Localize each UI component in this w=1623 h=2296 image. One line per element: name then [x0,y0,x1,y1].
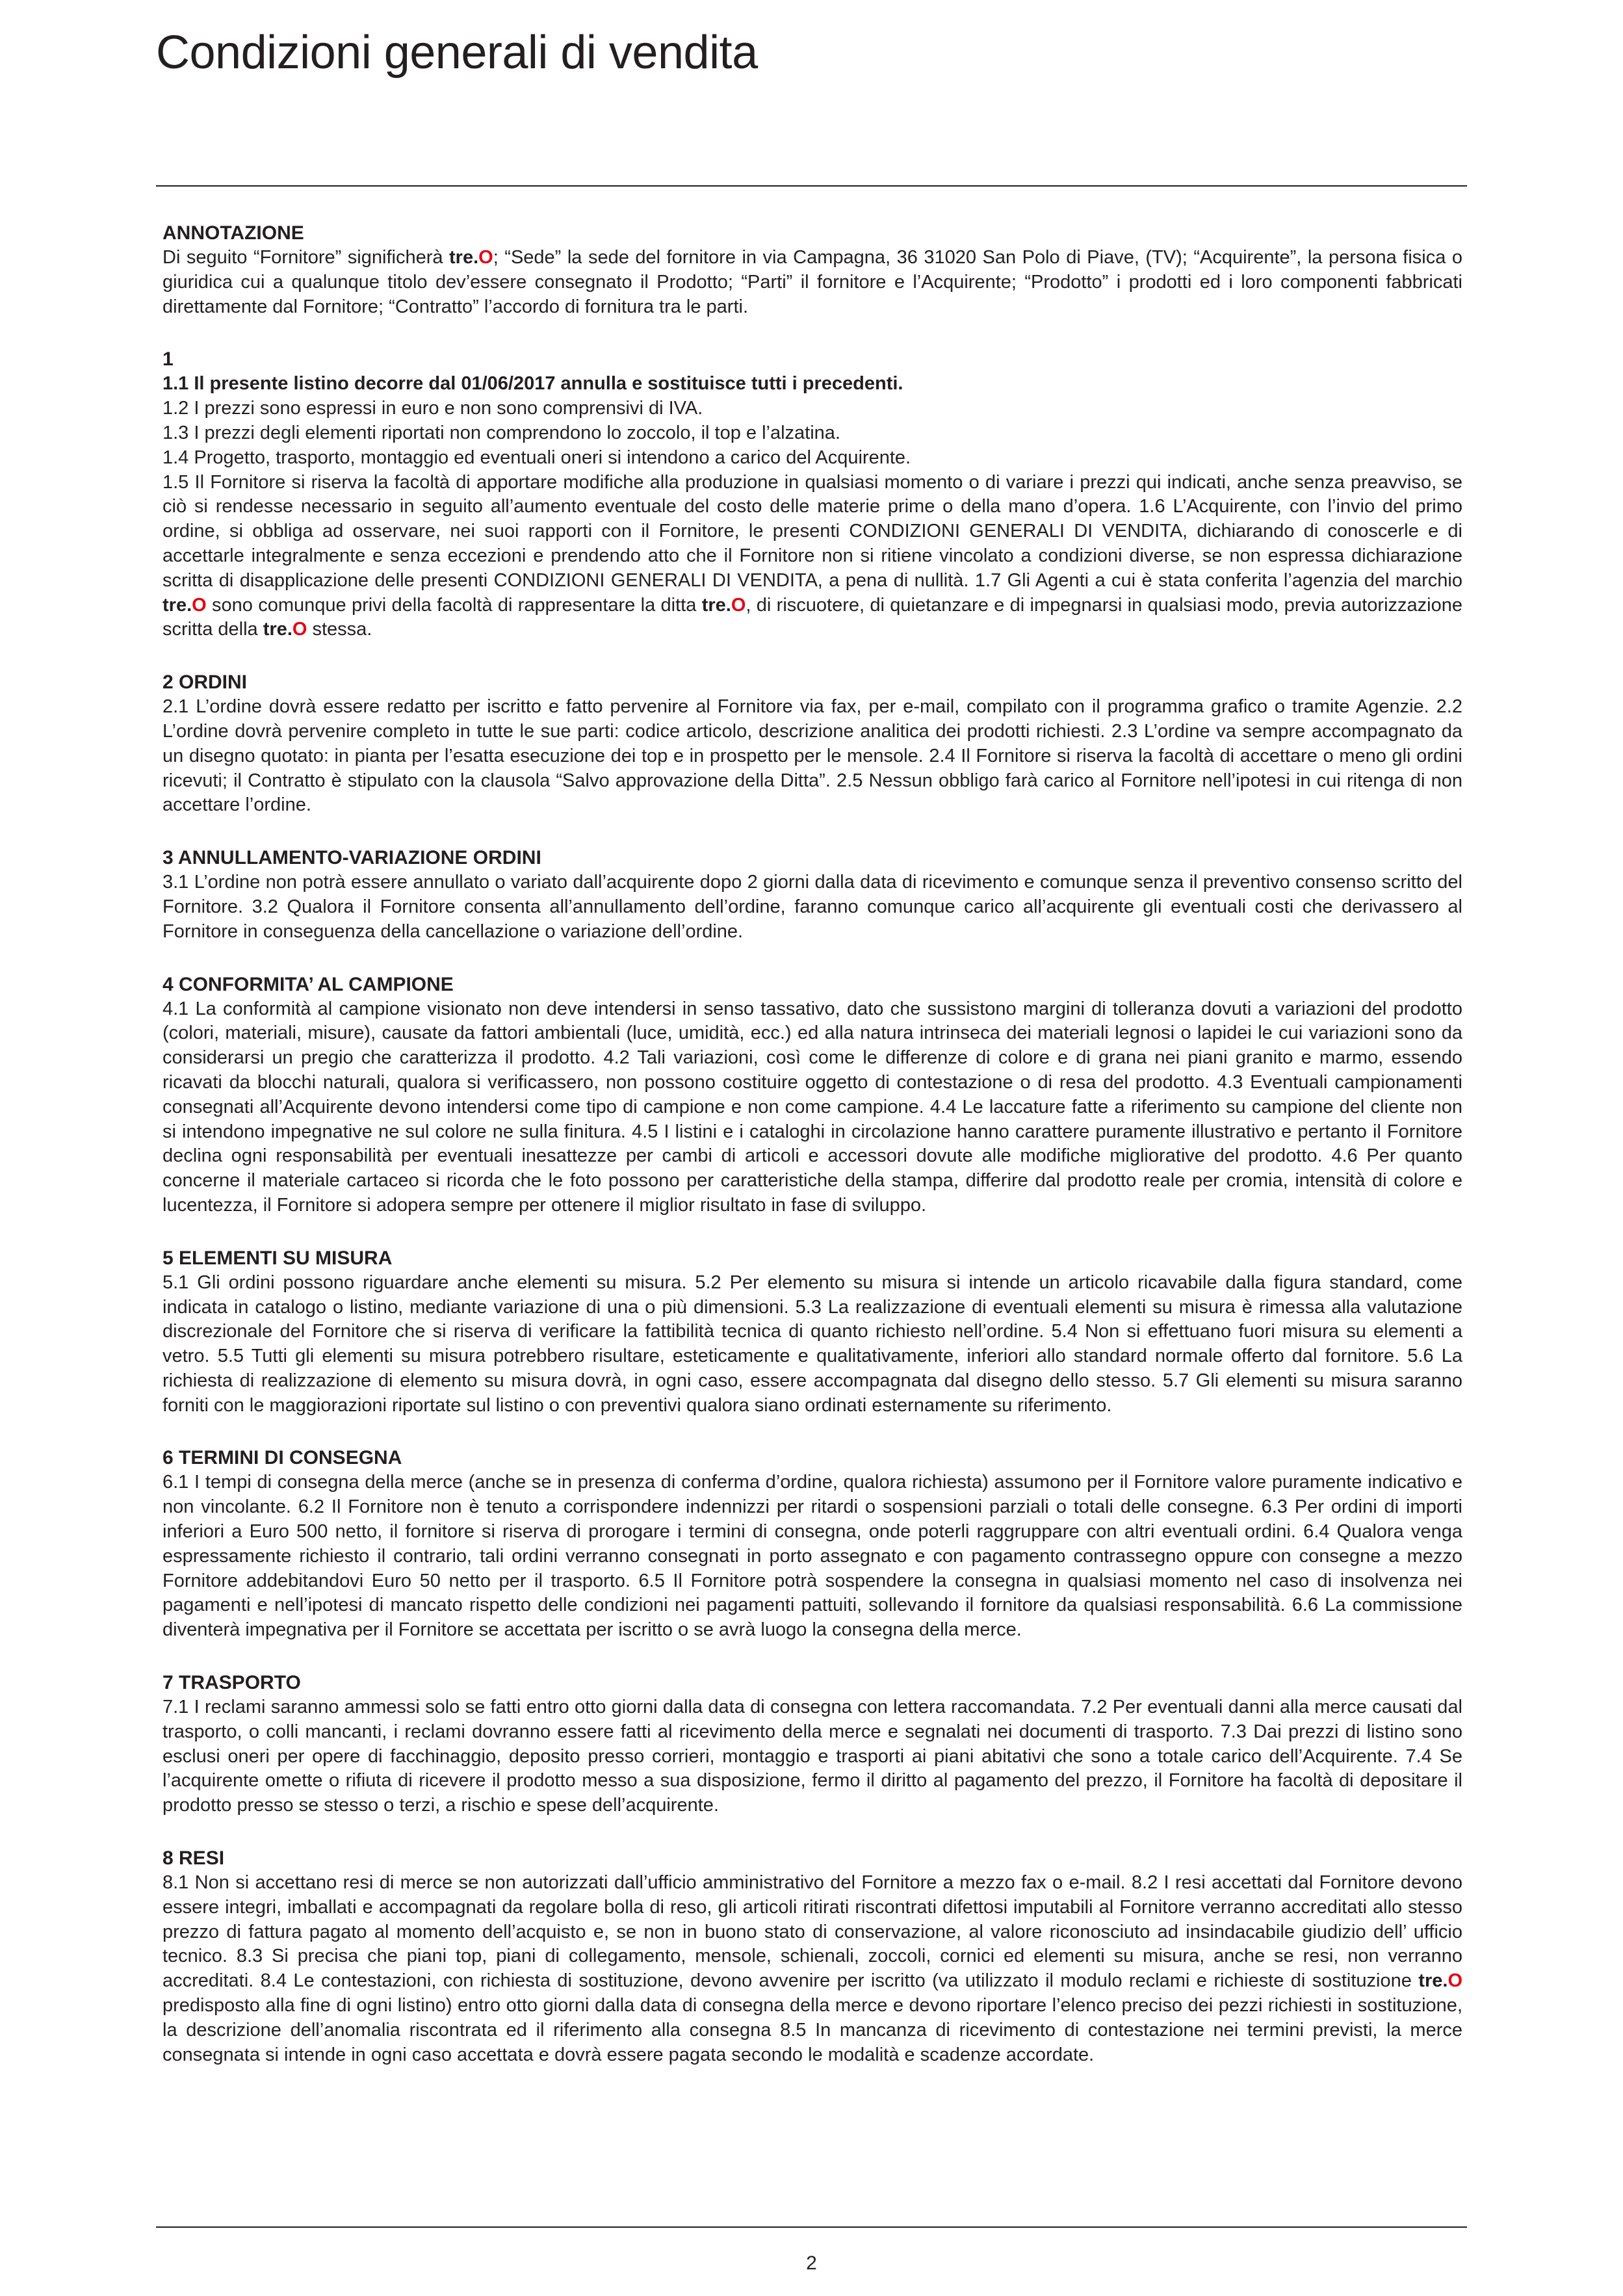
section-annotazione [162,221,1462,319]
section-heading: 5 ELEMENTI SU MISURA [162,1247,393,1269]
section-text: 6.1 I tempi di consegna della merce (anche se in presenza di conferma d’ordine, qualora richiesta) assumono per il Fornitore valore puramente indicativo e non vincolante. 6.2 Il Fornitore non è tenuto a corrispondere indennizzi per ritardi o sospensioni parziali o totali delle consegne. 6.3 Per ordini di importi inferiori a Euro 500 netto, il fornitore si riserva di prorogare i termini di consegna, onde poterli raggruppare con altri eventuali ordini. 6.4 Qualora venga espressamente richiesto il contrario, tali ordini verranno consegnati in porto assegnato e con pagamento contrassegno oppure con consegne a mezzo Fornitore addebitandovi Euro 50 netto per il trasporto. 6.5 Il Fornitore potrà sospendere la consegna in qualsiasi momento nel caso di insolvenza nei pagamenti e nell’ipotesi di mancato rispetto delle condizioni nei pagamenti pattuiti, sollevando il fornitore da qualsiasi responsabilità. 6.6 La commissione diventerà impegnativa per il Fornitore se accettata per iscritto o se avrà luogo la consegna della merce. [162,1472,1462,1641]
clause-1-3: 1.3 I prezzi degli elementi riportati non comprendono lo zoccolo, il top e l’alzatina. [162,422,840,443]
text-part: predisposto alla fine di ogni listino) entro otto giorni dalla data di consegna della merce e devono riportare l’elenco preciso dei pezzi richiesti in sostituzione, la descrizione dell’anomalia riscontrata ed il riferimento alla consegna 8.5 In mancanza di ricevimento di contestazione nei termini previsti, la merce consegnata si intende in ogni caso accettata e dovrà essere pagata secondo le modalità e scadenze accordate. [162,1995,1462,2065]
section-4 [162,972,1462,1218]
terms-content [162,221,1462,2095]
clause-1-5 [162,471,1462,643]
brand-mark [162,595,207,616]
brand-name: tre [701,594,726,616]
section-heading: ANNOTAZIONE [162,222,304,244]
text-part: 8.1 Non si accettano resi di merce se non autorizzati dall’ufficio amministrativo del Fornitore a mezzo fax o e-mail. 8.2 I resi accettati dal Fornitore devono essere integri, imballati e accompagnati da regolare bolla di reso, gli articoli ritirati riscontrati difettosi imputabili al Fornitore verranno accreditati allo stesso prezzo di fattura pagato al momento dell’acquisto e, se non in buono stato di conservazione, al valore riconosciuto ad insindacabile giudizio dell’ ufficio tecnico. 8.3 Si precisa che piani top, piani di collegamento, mensole, schienali, zoccoli, cornici ed elementi su misura, anche se resi, non verranno accreditati. 8.4 Le contestazioni, con richiesta di sostituzione, devono avvenire per iscritto (va utilizzato il modulo reclami e richieste di sostituzione [162,1872,1462,1992]
brand-dot: . [725,594,731,616]
section-7 [162,1671,1462,1818]
section-3 [162,846,1462,944]
section-text: 5.1 Gli ordini possono riguardare anche elementi su misura. 5.2 Per elemento su misura si intende un articolo ricavabile dalla figura standard, come indicata in catalogo o listino, mediante variazione di una o più dimensioni. 5.3 La realizzazione di eventuali elementi su misura è rimessa alla valutazione discrezionale del Fornitore che si riserva di verificare la fattibilità tecnica di quanto richiesto nell’ordine. 5.4 Non si effettuano fuori misura su elementi a vetro. 5.5 Tutti gli elementi su misura potrebbero risultare, esteticamente e qualitativamente, inferiori allo standard normale offerto dal fornitore. 5.6 La richiesta di realizzazione di elemento su misura dovrà, in ogni caso, essere accompagnata dal disegno dello stesso. 5.7 Gli elementi su misura saranno forniti con le maggiorazioni riportate sul listino o con preventivi qualora siano ordinati esternamente su riferimento. [162,1272,1462,1416]
brand-dot: . [187,594,192,616]
section-heading: 2 ORDINI [162,672,248,694]
brand-mark [449,247,493,268]
brand-name: tre [449,247,474,268]
section-8 [162,1846,1462,2067]
section-5 [162,1246,1462,1418]
page-number: 2 [806,2252,817,2274]
section-text: 2.1 L’ordine dovrà essere redatto per iscritto e fatto pervenire al Fornitore via fax, per e-mail, compilato con il programma grafico o tramite Agenzie. 2.2 L’ordine dovrà pervenire completo in tutte le sue parti: codice articolo, descrizione analitica dei prodotti richiesti. 2.3 L’ordine va sempre accompagnato da un disegno quotato: in pianta per l’esatta esecuzione dei top e in prospetto per le mensole. 2.4 Il Fornitore si riserva la facoltà di accettare o meno gli ordini ricevuti; il Contratto è stipulato con la clausola “Salvo approvazione della Ditta”. 2.5 Nessun obbligo farà carico al Fornitore nell’ipotesi in cui ritenga di non accettare l’ordine. [162,696,1462,816]
brand-letter: O [731,594,746,616]
section-text [162,246,1462,319]
section-heading: 6 TERMINI DI CONSEGNA [162,1447,402,1469]
text-part: , di riscuotere, di quietanzare e di impegnarsi in qualsiasi modo, previa autorizzazione scritta della [162,594,1462,640]
bottom-divider [156,2226,1467,2228]
brand-dot: . [287,619,292,640]
text-part: Di seguito “Fornitore” significherà [162,247,450,268]
brand-name: tre [1418,1970,1443,1992]
section-6 [162,1446,1462,1643]
clause-1-4: 1.4 Progetto, trasporto, montaggio ed eventuali oneri si intendono a carico del Acquirente. [162,447,911,468]
text-part: ; “Sede” la sede del fornitore in via Campagna, 36 31020 San Polo di Piave, (TV); “Acquirente”, la persona fisica o giuridica cui a qualunque titolo dev’essere consegnato il Prodotto; “Parti” il fornitore e l’Acquirente; “Prodotto” i prodotti ed i loro componenti fabbricati direttamente dal Fornitore; “Contratto” l’accordo di fornitura tra le parti. [162,247,1462,317]
text-part: stessa. [307,619,372,640]
brand-mark [702,595,746,616]
brand-dot: . [1442,1970,1448,1992]
brand-mark [263,619,307,640]
brand-letter: O [478,247,493,268]
clause-1-2: 1.2 I prezzi sono espressi in euro e non sono comprensivi di IVA. [162,398,703,419]
section-heading: 7 TRASPORTO [162,1672,301,1694]
section-heading: 1 [162,348,174,371]
brand-dot: . [473,247,479,268]
section-text: 4.1 La conformità al campione visionato non deve intendersi in senso tassativo, dato che sussistono margini di tolleranza dovuti a variazioni del prodotto (colori, materiali, misure), causate da fattori ambientali (luce, umidità, ecc.) ed alla natura intrinseca dei materiali legnosi o lapidei le cui variazioni sono da considerarsi un pregio che caratterizza il prodotto. 4.2 Tali variazioni, così come le differenze di colore e di grana nei piani granito e marmo, essendo ricavati da blocchi naturali, qualora si verificassero, non possono costituire oggetto di contestazione o di resa del prodotto. 4.3 Eventuali campionamenti consegnati all’Acquirente devono intendersi come tipo di campione e non come campione. 4.4 Le laccature fatte a riferimento su campione del cliente non si intendono impegnative ne sul colore ne sulla finitura. 4.5 I listini e i cataloghi in circolazione hanno carattere puramente illustrativo e pertanto il Fornitore declina ogni responsabilità per eventuali inesattezze per cambi di articoli e accessori dovute alle modifiche migliorative del prodotto. 4.6 Per quanto concerne il materiale cartaceo si ricorda che le foto possono per caratteristiche della stampa, differire dal prodotto reale per cromia, intensità di colore e lucentezza, il Fornitore si adopera sempre per ottenere il miglior risultato in fase di sviluppo. [162,998,1462,1216]
section-text: 3.1 L’ordine non potrà essere annullato o variato dall’acquirente dopo 2 giorni dalla data di ricevimento e comunque senza il preventivo consenso scritto del Fornitore. 3.2 Qualora il Fornitore consenta all’annullamento dell’ordine, faranno comunque carico all’acquirente gli eventuali costi che derivassero al Fornitore in conseguenza della cancellazione o variazione dell’ordine. [162,872,1462,942]
brand-name: tre [162,594,187,616]
section-text: 7.1 I reclami saranno ammessi solo se fatti entro otto giorni dalla data di consegna con lettera raccomandata. 7.2 Per eventuali danni alla merce causati dal trasporto, o colli mancanti, i reclami dovranno essere fatti al ricevimento della merce e segnalati nei documenti di trasporto. 7.3 Dai prezzi di listino sono esclusi oneri per opere di facchinaggio, deposito presso corrieri, montaggio e trasporti ai piani abitativi che sono a totale carico dell’Acquirente. 7.4 Se l’acquirente omette o rifiuta di ricevere il prodotto messo a sua disposizione, fermo il diritto al pagamento del prezzo, il Fornitore ha facoltà di depositare il prodotto presso se stesso o terzi, a rischio e spese dell’acquirente. [162,1697,1462,1816]
section-1 [162,347,1462,642]
brand-name: tre [263,619,287,640]
section-heading: 8 RESI [162,1847,225,1870]
clause-1-1: 1.1 Il presente listino decorre dal 01/06/2017 annulla e sostituisce tutti i precedenti. [162,373,903,395]
page-title: Condizioni generali di vendita [156,27,758,79]
section-text [162,1871,1462,2067]
top-divider [156,185,1467,187]
text-part: 1.5 Il Fornitore si riserva la facoltà di apportare modifiche alla produzione in qualsiasi momento o di variare i prezzi qui indicati, anche senza preavviso, se ciò si rendesse necessario in seguito all’aumento eventuale del costo delle materie prime o della mano d’opera. 1.6 L’Acquirente, con l’invio del primo ordine, si obbliga ad osservare, nei suoi rapporti con il Fornitore, le presenti CONDIZIONI GENERALI DI VENDITA, dichiarando di conoscerle e di accettarle integralmente e senza eccezioni e prendendo atto che il Fornitore non si ritiene vincolato a condizioni diverse, se non espressa dichiarazione scritta di disapplicazione delle presenti CONDIZIONI GENERALI DI VENDITA, a pena di nullità. 1.7 Gli Agenti a cui è stata conferita l’agenzia del marchio [162,471,1462,591]
brand-letter: O [192,594,207,616]
text-part: sono comunque privi della facoltà di rappresentare la ditta [206,594,702,616]
section-2 [162,670,1462,818]
section-heading: 3 ANNULLAMENTO-VARIAZIONE ORDINI [162,847,541,869]
brand-mark [1418,1970,1462,1991]
brand-letter: O [292,619,307,640]
section-heading: 4 CONFORMITA’ AL CAMPIONE [162,973,454,995]
brand-letter: O [1448,1970,1462,1992]
